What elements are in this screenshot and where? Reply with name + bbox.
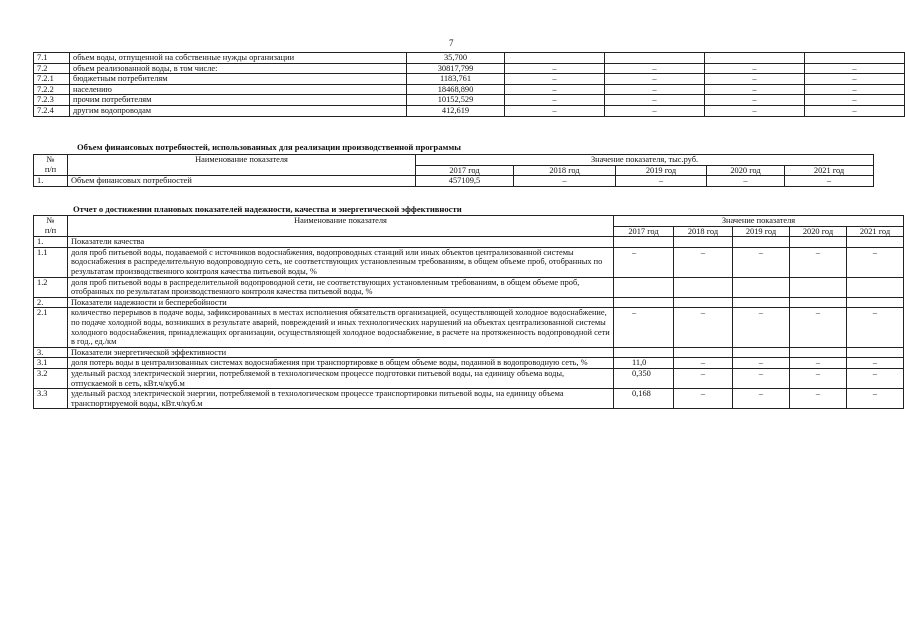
value-cell: – — [847, 247, 904, 277]
financial-needs-title: Объем финансовых потребностей, использованных для реализации производственной программы — [77, 142, 461, 152]
row-number: 7.2 — [34, 63, 70, 74]
value-cell: – — [605, 74, 705, 85]
value-cell: – — [790, 247, 847, 277]
year-header: 2017 год — [416, 165, 514, 176]
row-name: количество перерывов в подаче воды, зафиксированных в местах исполнения обязательств организацией, осуществляющей холодное водоснабжение, по подаче холодной воды, возникших в результате аварий, повреждений и иных технологических нарушений на объектах централизованной системы холодного водоснабжения, принадлежащих организации, осуществляющей холодное водоснабжение, в расчете на протяженность водопроводной сети в год., ед./км — [68, 308, 614, 347]
value-cell — [605, 53, 705, 64]
table-row — [34, 308, 904, 347]
value-cell: – — [605, 95, 705, 106]
value-cell: – — [505, 95, 605, 106]
value-cell — [674, 297, 733, 308]
value-cell — [733, 297, 790, 308]
row-number: 7.2.3 — [34, 95, 70, 106]
row-number: 1. — [34, 176, 68, 187]
table-row — [34, 74, 905, 85]
section-row — [34, 237, 904, 248]
section-name: Показатели надежности и бесперебойности — [68, 297, 614, 308]
row-number: 3.2 — [34, 368, 68, 388]
row-name: объем реализованной воды, в том числе: — [70, 63, 407, 74]
year-header: 2019 год — [616, 165, 707, 176]
water-volume-table — [33, 52, 905, 117]
value-cell: – — [505, 84, 605, 95]
value-cell: 35,700 — [407, 53, 505, 64]
page-number: 7 — [449, 38, 454, 48]
row-number: 7.2.4 — [34, 105, 70, 116]
value-cell — [790, 297, 847, 308]
row-number: 1.2 — [34, 277, 68, 297]
value-cell: – — [847, 358, 904, 369]
value-cell — [674, 237, 733, 248]
performance-report-title: Отчет о достижении плановых показателей надежности, качества и энергетической эффективности — [73, 204, 462, 214]
performance-header-row — [34, 216, 904, 227]
table-row — [34, 53, 905, 64]
value-cell — [505, 53, 605, 64]
row-name: Объем финансовых потребностей — [68, 176, 416, 187]
value-cell: – — [505, 63, 605, 74]
row-name: доля потерь воды в централизованных системах водоснабжения при транспортировке в общем объеме воды, поданной в водопроводную сеть, % — [68, 358, 614, 369]
table-row — [34, 84, 905, 95]
value-cell: – — [514, 176, 616, 187]
value-cell: – — [705, 95, 805, 106]
value-cell — [733, 347, 790, 358]
row-number: 1.1 — [34, 247, 68, 277]
table-row — [34, 63, 905, 74]
table-row — [34, 368, 904, 388]
value-cell — [614, 277, 674, 297]
table-row — [34, 95, 905, 106]
row-name: удельный расход электрической энергии, потребляемой в технологическом процессе транспортировки питьевой воды, на единицу объема транспортируемой воды, кВт.ч/куб.м — [68, 389, 614, 409]
value-cell: – — [805, 63, 905, 74]
value-cell — [614, 347, 674, 358]
row-name: удельный расход электрической энергии, потребляемой в технологическом процессе подготовки питьевой воды, на единицу объема воды, отпускаемой в сеть, кВт.ч/куб.м — [68, 368, 614, 388]
table-row — [34, 247, 904, 277]
row-name: доля проб питьевой воды в распределительной водопроводной сети, не соответствующих установленным требованиям, в общем объеме проб, отобранных по результатам производственного контроля качества питьевой воды, % — [68, 277, 614, 297]
section-row — [34, 297, 904, 308]
performance-indicators-table — [33, 215, 904, 409]
value-cell: – — [705, 63, 805, 74]
year-header: 2018 год — [514, 165, 616, 176]
row-name: населению — [70, 84, 407, 95]
value-cell — [733, 237, 790, 248]
value-cell: 30817,799 — [407, 63, 505, 74]
row-name: другим водопроводам — [70, 105, 407, 116]
value-cell: – — [805, 84, 905, 95]
section-row — [34, 347, 904, 358]
value-cell: – — [733, 368, 790, 388]
row-name: бюджетным потребителям — [70, 74, 407, 85]
value-cell: – — [674, 389, 733, 409]
value-cell — [614, 237, 674, 248]
table-row — [34, 105, 905, 116]
column-header-no-bottom: п/п — [44, 226, 57, 235]
value-cell — [847, 237, 904, 248]
section-name: Показатели качества — [68, 237, 614, 248]
row-number: 2.1 — [34, 308, 68, 347]
year-header: 2017 год — [614, 226, 674, 237]
value-cell: – — [674, 247, 733, 277]
row-number: 7.2.1 — [34, 74, 70, 85]
value-cell: – — [705, 84, 805, 95]
value-cell: – — [785, 176, 874, 187]
column-header-name: Наименование показателя — [68, 216, 614, 237]
row-number: 1. — [34, 237, 68, 248]
value-cell: – — [674, 308, 733, 347]
row-number: 7.1 — [34, 53, 70, 64]
column-header-no-top: № — [46, 216, 55, 225]
value-cell: – — [614, 308, 674, 347]
financial-header-row — [34, 155, 874, 166]
value-cell: 18468,890 — [407, 84, 505, 95]
value-cell: – — [847, 308, 904, 347]
value-cell: – — [790, 368, 847, 388]
value-cell: – — [674, 368, 733, 388]
value-cell: – — [605, 105, 705, 116]
value-cell: – — [733, 308, 790, 347]
value-cell — [847, 347, 904, 358]
row-number: 2. — [34, 297, 68, 308]
year-header: 2021 год — [785, 165, 874, 176]
value-cell: – — [790, 308, 847, 347]
value-cell: – — [733, 358, 790, 369]
year-header: 2020 год — [790, 226, 847, 237]
column-header-no — [34, 216, 68, 237]
value-cell: – — [707, 176, 785, 187]
value-cell: – — [705, 74, 805, 85]
value-cell: – — [733, 389, 790, 409]
table-row — [34, 389, 904, 409]
value-cell — [847, 277, 904, 297]
value-cell: – — [616, 176, 707, 187]
financial-needs-table — [33, 154, 874, 187]
year-header: 2019 год — [733, 226, 790, 237]
value-cell: 1183,761 — [407, 74, 505, 85]
row-name: доля проб питьевой воды, подаваемой с источников водоснабжения, водопроводных станций или иных объектов централизованной системы водоснабжения в распределительную водопроводную сеть, не соответствующих установленным требованиям, в общем объеме проб, отобранных по результатам производственного контроля качества питьевой воды, % — [68, 247, 614, 277]
value-cell: – — [847, 368, 904, 388]
value-cell — [614, 297, 674, 308]
value-cell: – — [605, 63, 705, 74]
column-header-no — [34, 155, 68, 176]
value-cell: – — [790, 389, 847, 409]
table-row — [34, 277, 904, 297]
value-cell: – — [605, 84, 705, 95]
value-cell: – — [847, 389, 904, 409]
value-cell — [790, 277, 847, 297]
row-number: 3. — [34, 347, 68, 358]
row-number: 7.2.2 — [34, 84, 70, 95]
year-header: 2020 год — [707, 165, 785, 176]
section-name: Показатели энергетической эффективности — [68, 347, 614, 358]
value-cell: 11,0 — [614, 358, 674, 369]
year-header: 2018 год — [674, 226, 733, 237]
value-cell: – — [805, 74, 905, 85]
value-cell — [674, 277, 733, 297]
value-cell: – — [733, 247, 790, 277]
column-header-name: Наименование показателя — [68, 155, 416, 176]
value-cell: 10152,529 — [407, 95, 505, 106]
column-header-value: Значение показателя, тыс.руб. — [416, 155, 874, 166]
value-cell — [790, 347, 847, 358]
column-header-no-bottom: п/п — [44, 165, 57, 174]
table-row — [34, 358, 904, 369]
row-name: объем воды, отпущенной на собственные нужды организации — [70, 53, 407, 64]
value-cell — [805, 53, 905, 64]
value-cell: 412,619 — [407, 105, 505, 116]
value-cell: – — [790, 358, 847, 369]
value-cell: 0,168 — [614, 389, 674, 409]
value-cell: 457109,5 — [416, 176, 514, 187]
value-cell: – — [805, 95, 905, 106]
row-number: 3.3 — [34, 389, 68, 409]
value-cell: – — [805, 105, 905, 116]
value-cell — [733, 277, 790, 297]
year-header: 2021 год — [847, 226, 904, 237]
column-header-value: Значение показателя — [614, 216, 904, 227]
column-header-no-top: № — [46, 155, 55, 164]
value-cell: – — [674, 358, 733, 369]
value-cell — [674, 347, 733, 358]
value-cell: – — [505, 105, 605, 116]
value-cell — [790, 237, 847, 248]
value-cell — [847, 297, 904, 308]
value-cell: – — [505, 74, 605, 85]
row-number: 3.1 — [34, 358, 68, 369]
value-cell: – — [614, 247, 674, 277]
value-cell — [705, 53, 805, 64]
row-name: прочим потребителям — [70, 95, 407, 106]
value-cell: 0,350 — [614, 368, 674, 388]
value-cell: – — [705, 105, 805, 116]
table-row — [34, 176, 874, 187]
